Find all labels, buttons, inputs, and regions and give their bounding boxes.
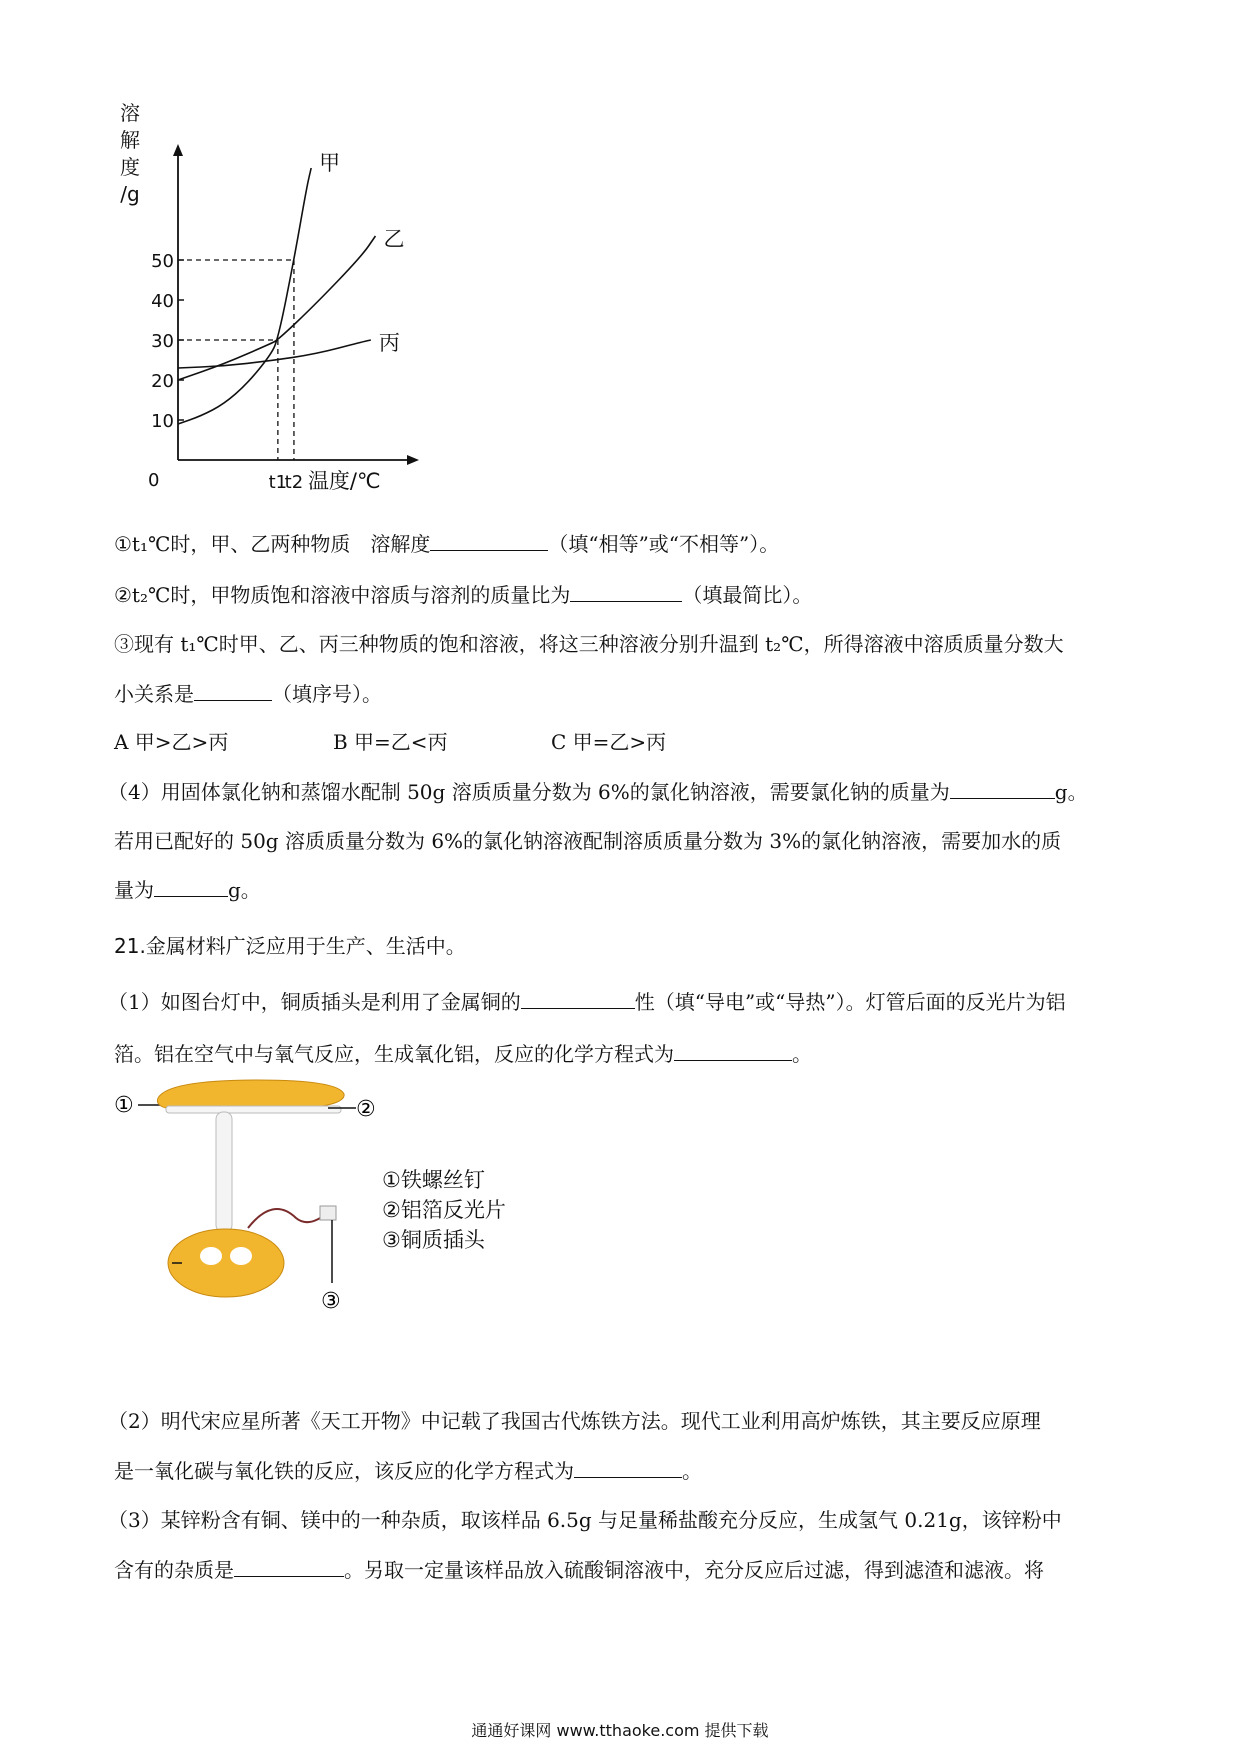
question-21-1-line-1	[108, 988, 1066, 1016]
y-tick-label: 10	[151, 411, 174, 432]
y-tick-label: 30	[151, 331, 174, 352]
question-1-text: ①t₁℃时，甲、乙两种物质 溶解度	[114, 532, 431, 556]
question-3-hint: （填序号）。	[272, 682, 382, 706]
question-4-unit-2: g。	[228, 878, 261, 902]
series-label: 甲	[319, 151, 341, 175]
series-line-乙	[178, 236, 375, 380]
marker-3: ③	[321, 1289, 341, 1314]
question-21-3-text-b: 。另取一定量该样品放入硫酸铜溶液中，充分反应后过滤，得到滤渣和滤液。将	[344, 1558, 1044, 1582]
legend-item-copper-plug: ③铜质插头	[382, 1228, 485, 1252]
series-label: 丙	[378, 331, 400, 355]
question-21-1-text-2: 箔。铝在空气中与氧气反应，生成氧化铝，反应的化学方程式为	[114, 1042, 674, 1066]
answer-blank[interactable]	[521, 988, 635, 1009]
question-1	[114, 530, 779, 558]
question-4-text: （4）用固体氯化钠和蒸馏水配制 50g 溶质质量分数为 6%的氯化钠溶液，需要氯化钠的质量为	[108, 780, 950, 804]
question-21-1-line-2	[114, 1040, 812, 1068]
y-axis-label: /g	[120, 182, 140, 206]
question-21-3-text: 含有的杂质是	[114, 1558, 234, 1582]
question-3-line-2	[114, 680, 382, 708]
series-label: 乙	[383, 227, 405, 251]
x-axis-arrow	[407, 455, 419, 465]
question-21-1-text: （1）如图台灯中，铜质插头是利用了金属铜的	[108, 990, 521, 1014]
question-2-hint: （填最简比）。	[682, 583, 813, 607]
answer-blank[interactable]	[950, 778, 1055, 799]
base-face-left-eye	[200, 1247, 222, 1265]
question-3-line-1: ③现有 t₁℃时甲、乙、丙三种物质的饱和溶液，将这三种溶液分别升温到 t₂℃，所得溶液中溶质质量分数大	[114, 632, 1064, 656]
series-line-丙	[178, 340, 371, 368]
base-face-right-eye	[230, 1247, 252, 1265]
y-axis-label: 解	[120, 128, 140, 152]
legend-item-iron-screw: ①铁螺丝钉	[382, 1168, 485, 1192]
y-axis-label: 度	[120, 155, 140, 179]
copper-plug	[320, 1206, 336, 1220]
answer-blank[interactable]	[570, 581, 682, 602]
option-c: C 甲=乙>丙	[551, 730, 667, 754]
question-21-1-end: 。	[792, 1042, 812, 1066]
lamp-neck	[216, 1112, 232, 1232]
question-2-text: ②t₂℃时，甲物质饱和溶液中溶质与溶剂的质量比为	[114, 583, 571, 607]
series-line-甲	[178, 168, 311, 424]
question-4-line-2: 若用已配好的 50g 溶质质量分数为 6%的氯化钠溶液配制溶质质量分数为 3%的氯化钠溶液，需要加水的质	[114, 829, 1062, 853]
answer-blank[interactable]	[574, 1457, 682, 1478]
option-b: B 甲=乙<丙	[333, 730, 448, 754]
answer-blank[interactable]	[674, 1040, 792, 1061]
y-tick-label: 40	[151, 291, 174, 312]
question-21-title: 21.金属材料广泛应用于生产、生活中。	[114, 934, 466, 958]
lamp-cable	[248, 1209, 326, 1228]
answer-blank[interactable]	[154, 876, 228, 897]
y-tick-label: 50	[151, 251, 174, 272]
lamp-legend	[382, 1165, 506, 1255]
question-21-2-end: 。	[682, 1459, 702, 1483]
question-4-line-1	[108, 778, 1088, 806]
answer-blank[interactable]	[430, 530, 548, 551]
y-axis-label: 溶	[120, 101, 140, 125]
lamp-base	[168, 1229, 284, 1297]
question-1-hint: （填“相等”或“不相等”）。	[548, 532, 780, 556]
question-4-unit: g。	[1054, 780, 1088, 804]
origin-label: 0	[148, 470, 160, 491]
question-21-1-text-b: 性（填“导电”或“导热”）。灯管后面的反光片为铝	[634, 990, 1066, 1014]
answer-blank[interactable]	[194, 680, 272, 701]
reflector	[166, 1106, 341, 1113]
legend-item-aluminum-reflector: ②铝箔反光片	[382, 1198, 506, 1222]
question-3-text: 小关系是	[114, 682, 194, 706]
desk-lamp-figure	[108, 1078, 378, 1328]
y-axis-arrow	[173, 144, 183, 156]
marker-2: ②	[356, 1097, 376, 1122]
question-4-line-3	[114, 876, 261, 904]
question-21-2-text: 是一氧化碳与氧化铁的反应，该反应的化学方程式为	[114, 1459, 574, 1483]
solubility-chart	[100, 100, 420, 500]
question-2	[114, 581, 812, 609]
question-21-3-line-1: （3）某锌粉含有铜、镁中的一种杂质，取该样品 6.5g 与足量稀盐酸充分反应，生成氢气 0.21g，该锌粉中	[108, 1508, 1062, 1532]
option-a: A 甲>乙>丙	[114, 730, 229, 754]
answer-blank[interactable]	[234, 1556, 344, 1577]
question-21-3-line-2	[114, 1556, 1044, 1584]
x-tick-label: t2	[284, 472, 304, 493]
marker-1: ①	[114, 1093, 134, 1118]
y-tick-label: 20	[151, 371, 174, 392]
question-4-text-2: 量为	[114, 878, 154, 902]
x-tick-label: t1	[268, 472, 288, 493]
question-21-2-line-1: （2）明代宋应星所著《天工开物》中记载了我国古代炼铁方法。现代工业利用高炉炼铁，其主要反应原理	[108, 1409, 1041, 1433]
footer-watermark: 通通好课网 www.tthaoke.com 提供下载	[471, 1721, 769, 1740]
question-21-2-line-2	[114, 1457, 702, 1485]
x-axis-label: 温度/℃	[307, 469, 381, 493]
